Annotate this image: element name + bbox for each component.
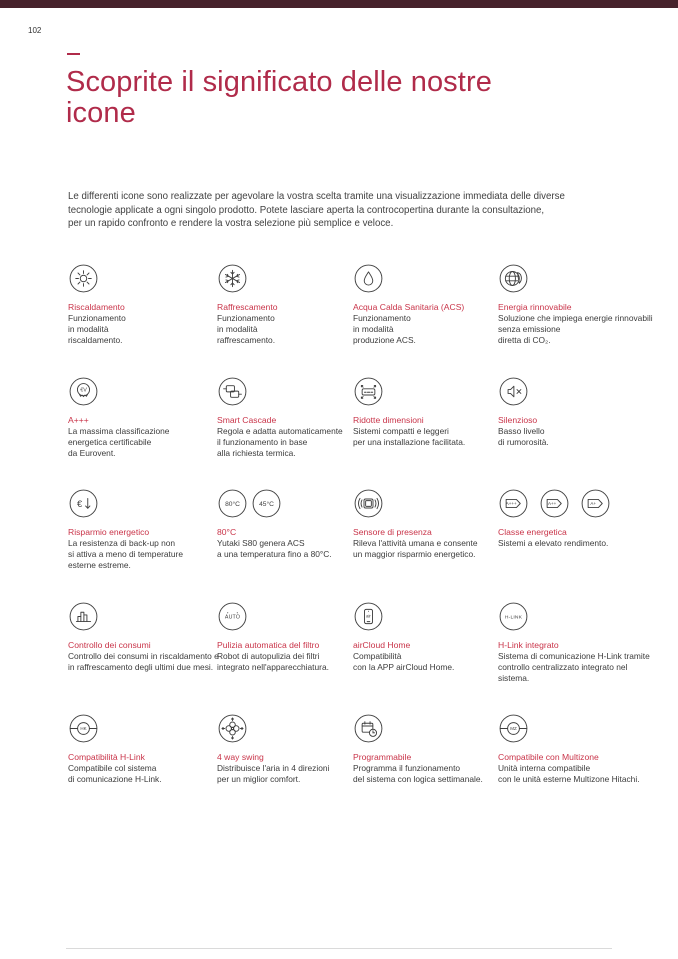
- multizone-circle-icon: [498, 713, 653, 744]
- icon-description-line: produzione ACS.: [353, 335, 416, 345]
- icon-description-line: del sistema con logica settimanale.: [353, 774, 483, 784]
- svg-text:H-LINK: H-LINK: [504, 614, 523, 620]
- svg-text:MZ: MZ: [510, 726, 517, 732]
- icon-cell: [68, 601, 217, 714]
- icon-description-line: energetica certificabile: [68, 436, 152, 447]
- icon-cell: [353, 713, 498, 826]
- smart-cascade-icon: [217, 376, 353, 407]
- svg-text:air: air: [366, 613, 371, 619]
- presence-sensor-icon: [353, 488, 498, 519]
- icon-cell: [353, 601, 498, 714]
- auto-clean-icon: [217, 601, 353, 632]
- eurovent-medal-icon: [68, 376, 217, 407]
- icon-label: Pulizia automatica del filtro: [217, 639, 320, 650]
- icon-description-line: un maggior risparmio energetico.: [353, 549, 476, 559]
- icon-label: Smart Cascade: [217, 414, 277, 425]
- icon-description-line: Compatibile col sistema: [68, 763, 157, 773]
- icon-description-line: Unità interna compatibile: [498, 763, 591, 773]
- intro-line: per un rapido confronto e rendere la vostra selezione più semplice e veloce.: [68, 218, 394, 230]
- svg-text:€: €: [77, 498, 83, 509]
- icon-label: Silenzioso: [498, 414, 538, 425]
- icon-cell: [217, 601, 353, 714]
- icon-description-line: esterne estreme.: [68, 560, 131, 570]
- icon-description-line: in modalità: [217, 324, 258, 334]
- icon-cell: [68, 376, 217, 489]
- hlink-label-icon: [498, 601, 653, 632]
- icon-description-line: Robot di autopulizia dei filtri: [217, 650, 320, 661]
- icon-description-line: integrato nell'apparecchiatura.: [217, 661, 329, 672]
- icon-cell: [217, 376, 353, 489]
- icon-label: 80°C: [217, 527, 237, 537]
- icon-description-line: senza emissione: [498, 324, 561, 334]
- icon-label: Acqua Calda Sanitaria (ACS): [353, 302, 465, 312]
- icon-description-line: diretta di CO₂.: [498, 335, 551, 345]
- icon-description-line: raffrescamento.: [217, 335, 276, 345]
- icon-description-line: La resistenza di back-up non: [68, 538, 176, 548]
- footer-rule: [66, 948, 612, 949]
- svg-text:A+++: A+++: [505, 501, 517, 507]
- icon-label: airCloud Home: [353, 639, 411, 650]
- page-number: 102: [28, 26, 42, 35]
- icon-description-line: Soluzione che impiega energie rinnovabili: [498, 313, 653, 323]
- svg-text:A++: A++: [548, 501, 557, 507]
- icon-cell: [217, 713, 353, 826]
- icon-description-line: il funzionamento in base: [217, 436, 308, 447]
- svg-text:HK: HK: [80, 726, 87, 732]
- icon-label: Raffrescamento: [217, 302, 278, 312]
- icon-description-line: in raffrescamento degli ultimi due mesi.: [68, 661, 214, 672]
- icon-label: Riscaldamento: [68, 302, 125, 312]
- icon-label: Classe energetica: [498, 527, 567, 537]
- icon-label: Compatibilità H-Link: [68, 752, 145, 762]
- page-title: Scoprite il significato delle nostre icone: [66, 66, 492, 130]
- icon-label: Energia rinnovabile: [498, 302, 572, 312]
- euro-arrow-down-icon: [68, 488, 217, 519]
- svg-text:AUTO: AUTO: [224, 614, 241, 621]
- smartphone-aircloud-icon: [353, 601, 498, 632]
- globe-leaf-icon: [498, 263, 653, 294]
- top-color-bar: [0, 0, 678, 8]
- icon-description-line: alla richiesta termica.: [217, 447, 296, 458]
- icon-label: 4 way swing: [217, 752, 264, 762]
- icon-label: Ridotte dimensioni: [353, 414, 424, 425]
- icon-description-line: per un miglior comfort.: [217, 774, 301, 784]
- icon-cell: [498, 488, 653, 601]
- icon-label: Programmabile: [353, 752, 412, 762]
- temperature-circles-icon: [217, 488, 353, 519]
- icon-cell: [498, 376, 653, 489]
- icon-description-line: con le unità esterne Multizone Hitachi.: [498, 774, 640, 784]
- consumption-bar-chart-icon: [68, 601, 217, 632]
- svg-text:80°C: 80°C: [225, 500, 240, 508]
- svg-text:45°C: 45°C: [259, 500, 274, 508]
- intro-paragraph: [68, 190, 628, 231]
- icon-description-line: Funzionamento: [353, 313, 411, 323]
- speaker-mute-icon: [498, 376, 653, 407]
- icon-description-line: Basso livello: [498, 425, 545, 436]
- title-dash: [67, 53, 80, 55]
- icon-description-line: in modalità: [353, 324, 394, 334]
- icon-label: Risparmio energetico: [68, 527, 150, 537]
- energy-class-tags-icon: [498, 488, 653, 519]
- icon-label: Compatibile con Multizone: [498, 752, 599, 762]
- icon-label: H-Link integrato: [498, 639, 559, 650]
- icon-cell: [498, 713, 653, 826]
- icon-description-line: in modalità: [68, 324, 109, 334]
- sun-heating-icon: [68, 263, 217, 294]
- icon-label: Sensore di presenza: [353, 527, 432, 537]
- snowflake-cooling-icon: [217, 263, 353, 294]
- calendar-clock-icon: [353, 713, 498, 744]
- icon-description-line: Sistema di comunicazione H-Link tramite: [498, 650, 650, 661]
- icon-label: Controllo dei consumi: [68, 639, 151, 650]
- icon-description-line: Distribuisce l'aria in 4 direzioni: [217, 763, 330, 773]
- intro-line: tecnologie applicate a ogni singolo prodotto. Potete lasciare aperta la controcopertina durante la consultazione,: [68, 204, 545, 216]
- icon-description-line: sistema.: [498, 672, 530, 683]
- icon-description-line: Sistemi compatti e leggeri: [353, 425, 449, 436]
- icon-cell: [217, 488, 353, 601]
- icon-cell: [68, 713, 217, 826]
- icon-description-line: La massima classificazione: [68, 425, 170, 436]
- icon-description-line: Funzionamento: [217, 313, 275, 323]
- icon-cell: [353, 488, 498, 601]
- water-drop-icon: [353, 263, 498, 294]
- icon-cell: [217, 263, 353, 376]
- icon-description-line: Programma il funzionamento: [353, 763, 461, 773]
- icon-description-line: Compatibilità: [353, 650, 402, 661]
- icon-description-line: da Eurovent.: [68, 447, 116, 458]
- icon-description-line: riscaldamento.: [68, 335, 123, 345]
- icon-description-line: con la APP airCloud Home.: [353, 661, 455, 672]
- icon-cell: [68, 488, 217, 601]
- icon-description-line: Sistemi a elevato rendimento.: [498, 538, 609, 548]
- hk-circle-icon: [68, 713, 217, 744]
- icon-description-line: di comunicazione H-Link.: [68, 774, 162, 784]
- svg-text:A+: A+: [590, 501, 596, 507]
- icon-description-line: Rileva l'attività umana e consente: [353, 538, 478, 548]
- compact-dimensions-icon: [353, 376, 498, 407]
- icon-cell: [353, 263, 498, 376]
- icon-description-line: Controllo dei consumi in riscaldamento e: [68, 650, 219, 661]
- icon-description-line: per una installazione facilitata.: [353, 436, 466, 447]
- icon-cell: [498, 601, 653, 714]
- icon-description-line: Funzionamento: [68, 313, 126, 323]
- icon-cell: [353, 376, 498, 489]
- icon-description-line: di rumorosità.: [498, 436, 549, 447]
- icon-label: A+++: [68, 414, 89, 425]
- svg-text:€V: €V: [80, 387, 87, 394]
- fan-4way-swing-icon: [217, 713, 353, 744]
- icon-description-line: controllo centralizzato integrato nel: [498, 661, 628, 672]
- icon-grid: [68, 263, 653, 826]
- icon-description-line: Regola e adatta automaticamente: [217, 425, 343, 436]
- icon-description-line: Yutaki S80 genera ACS: [217, 538, 305, 548]
- icon-cell: [68, 263, 217, 376]
- icon-description-line: si attiva a meno di temperature: [68, 549, 183, 559]
- icon-description-line: a una temperatura fino a 80°C.: [217, 549, 332, 559]
- icon-cell: [498, 263, 653, 376]
- intro-line: Le differenti icone sono realizzate per agevolare la vostra scelta tramite una visualizzazione immediata delle diverse: [68, 191, 565, 202]
